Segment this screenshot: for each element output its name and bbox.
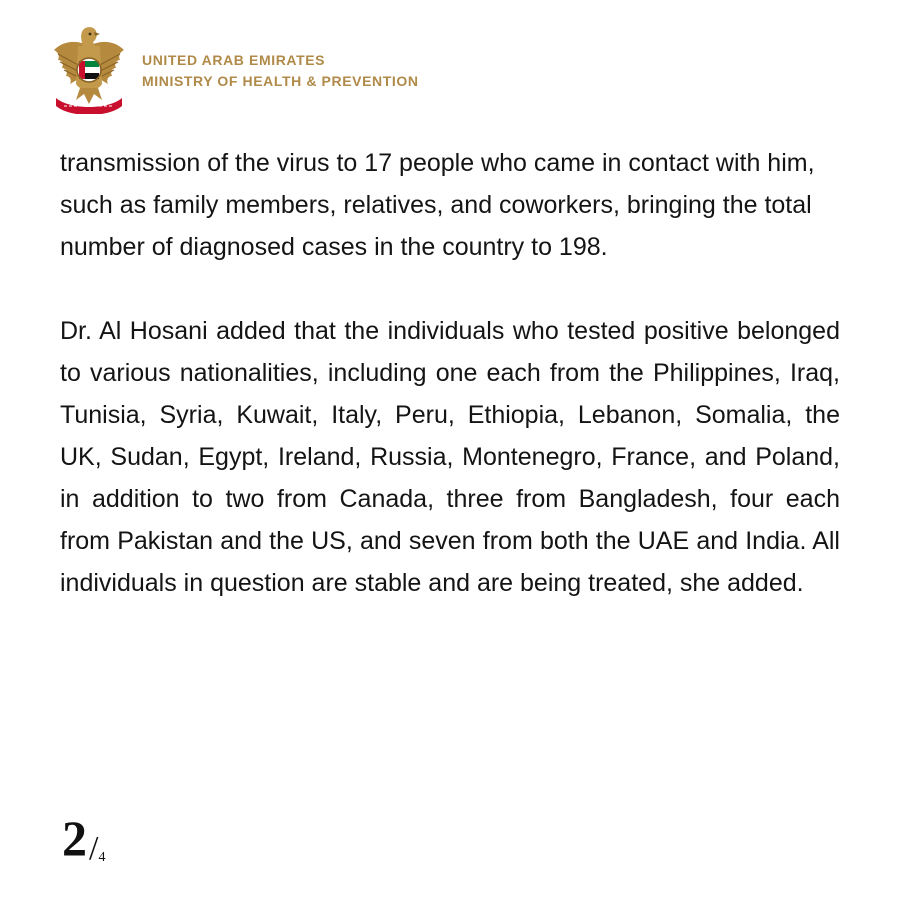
current-page-number: 2 xyxy=(62,810,87,866)
org-line-country: UNITED ARAB EMIRATES xyxy=(142,52,326,68)
uae-falcon-emblem-icon xyxy=(50,26,128,114)
article-body xyxy=(60,142,840,604)
organization-name xyxy=(142,50,419,92)
paragraph-transmission: transmission of the virus to 17 people who came in contact with him, such as family members, relatives, and coworkers, bringing the total number of diagnosed cases in the country to 198. xyxy=(60,149,815,261)
total-pages-number: 4 xyxy=(98,850,106,865)
page-indicator xyxy=(62,808,105,878)
page-separator: / xyxy=(89,830,99,867)
paragraph-nationalities: Dr. Al Hosani added that the individuals who tested positive belonged to various nationalities, including one each from the Philippines, Iraq, Tunisia, Syria, Kuwait, Italy, Peru, Ethiopia, Lebanon, Somalia, the UK, Sudan, Egypt, Ireland, Russia, Montenegro, France, and Poland, in addition to two from Canada, three from Bangladesh, four each from Pakistan and the US, and seven from both the UAE and India. All individuals in question are stable and are being treated, she added. xyxy=(60,317,840,597)
header xyxy=(50,26,419,114)
org-line-ministry: MINISTRY OF HEALTH & PREVENTION xyxy=(142,73,419,89)
